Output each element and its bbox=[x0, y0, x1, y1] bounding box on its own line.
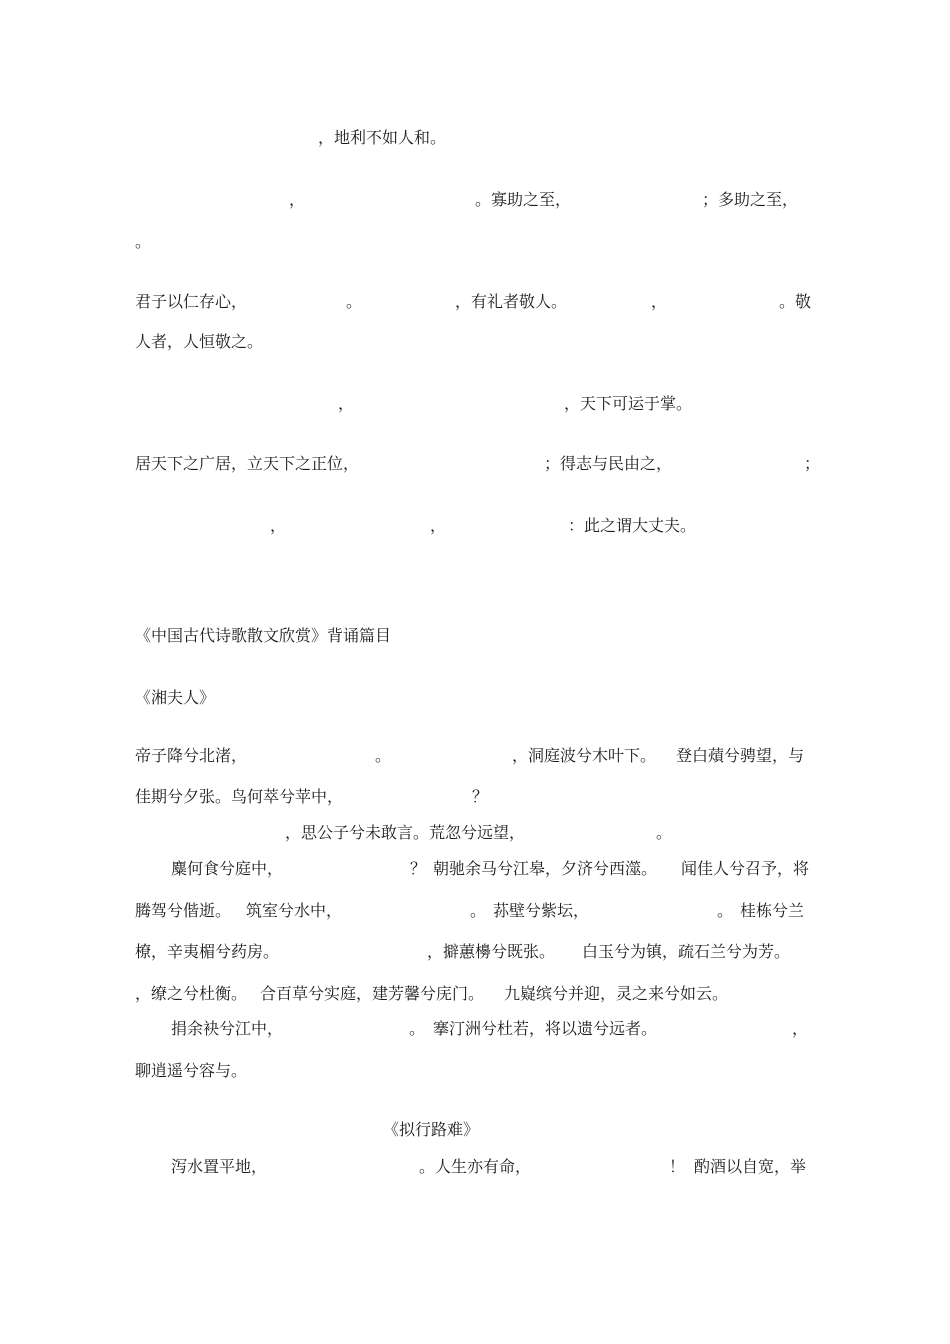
text-fragment: 帝子降兮北渚， bbox=[135, 746, 248, 765]
text-fragment: 。寡助之至， bbox=[475, 190, 572, 209]
text-fragment: ，洞庭波兮木叶下。 bbox=[512, 746, 657, 765]
section-heading: 《中国古代诗歌散文欣赏》背诵篇目 bbox=[135, 626, 392, 645]
text-fragment: 筑室兮水中， bbox=[246, 901, 343, 920]
text-fragment: ， bbox=[792, 1019, 809, 1038]
text-fragment: 君子以仁存心， bbox=[135, 292, 248, 311]
text-fragment: ，思公子兮未敢言。荒忽兮远望， bbox=[285, 823, 526, 842]
text-fragment: ，缭之兮杜衡。 bbox=[135, 984, 248, 1003]
text-fragment: ；多助之至， bbox=[702, 190, 799, 209]
text-fragment: ？ bbox=[410, 859, 427, 878]
text-fragment: 白玉兮为镇，疏石兰兮为芳。 bbox=[582, 942, 791, 961]
text-fragment: ，擗蕙櫋兮既张。 bbox=[427, 942, 556, 961]
text-fragment: 闻佳人兮召予，将 bbox=[681, 859, 810, 878]
text-fragment: 人者，人恒敬之。 bbox=[135, 332, 264, 351]
text-fragment: ，地利不如人和。 bbox=[318, 128, 447, 147]
text-fragment: 麋何食兮庭中， bbox=[171, 859, 284, 878]
text-fragment: 。 bbox=[470, 901, 487, 920]
text-fragment: 居天下之广居，立天下之正位， bbox=[135, 454, 360, 473]
text-fragment: ？ bbox=[472, 787, 489, 806]
poem-title: 《湘夫人》 bbox=[135, 688, 216, 707]
text-fragment: 腾驾兮偕逝。 bbox=[135, 901, 232, 920]
text-fragment: ， bbox=[289, 190, 306, 209]
text-fragment: ：此之谓大丈夫。 bbox=[568, 516, 697, 535]
text-fragment: 搴汀洲兮杜若，将以遗兮远者。 bbox=[433, 1019, 658, 1038]
text-fragment: 。 bbox=[409, 1019, 426, 1038]
text-fragment: ， bbox=[651, 292, 668, 311]
text-fragment: 泻水置平地， bbox=[171, 1157, 268, 1176]
text-fragment: 。 bbox=[375, 746, 392, 765]
poem-title: 《拟行路难》 bbox=[383, 1120, 480, 1139]
text-fragment: 。 bbox=[346, 292, 363, 311]
text-fragment: 合百草兮实庭，建芳馨兮庑门。 bbox=[260, 984, 485, 1003]
text-fragment: ；得志与民由之， bbox=[544, 454, 673, 473]
text-fragment: 桂栋兮兰 bbox=[740, 901, 805, 920]
text-fragment: 捐余袂兮江中， bbox=[171, 1019, 284, 1038]
text-fragment: ， bbox=[270, 516, 287, 535]
text-fragment: ，天下可运于掌。 bbox=[564, 394, 693, 413]
text-fragment: 佳期兮夕张。鸟何萃兮苹中， bbox=[135, 787, 344, 806]
text-fragment: 橑，辛夷楣兮药房。 bbox=[135, 942, 280, 961]
text-fragment: ， bbox=[430, 516, 447, 535]
text-fragment: 。 bbox=[656, 823, 673, 842]
text-fragment: 酌酒以自宽，举 bbox=[694, 1157, 807, 1176]
text-fragment: 。 bbox=[135, 232, 152, 251]
text-fragment: 。人生亦有命， bbox=[419, 1157, 532, 1176]
text-fragment: 朝驰余马兮江皋，夕济兮西澨。 bbox=[433, 859, 658, 878]
text-fragment: 荪壁兮紫坛， bbox=[493, 901, 590, 920]
text-fragment: ！ bbox=[669, 1157, 686, 1176]
text-fragment: ，有礼者敬人。 bbox=[455, 292, 568, 311]
text-fragment: ； bbox=[804, 454, 821, 473]
text-fragment: 九嶷缤兮并迎，灵之来兮如云。 bbox=[504, 984, 729, 1003]
text-fragment: 。敬 bbox=[779, 292, 812, 311]
text-fragment: 聊逍遥兮容与。 bbox=[135, 1061, 248, 1080]
text-fragment: 登白薠兮骋望，与 bbox=[676, 746, 805, 765]
text-fragment: ， bbox=[338, 394, 355, 413]
text-fragment: 。 bbox=[717, 901, 734, 920]
